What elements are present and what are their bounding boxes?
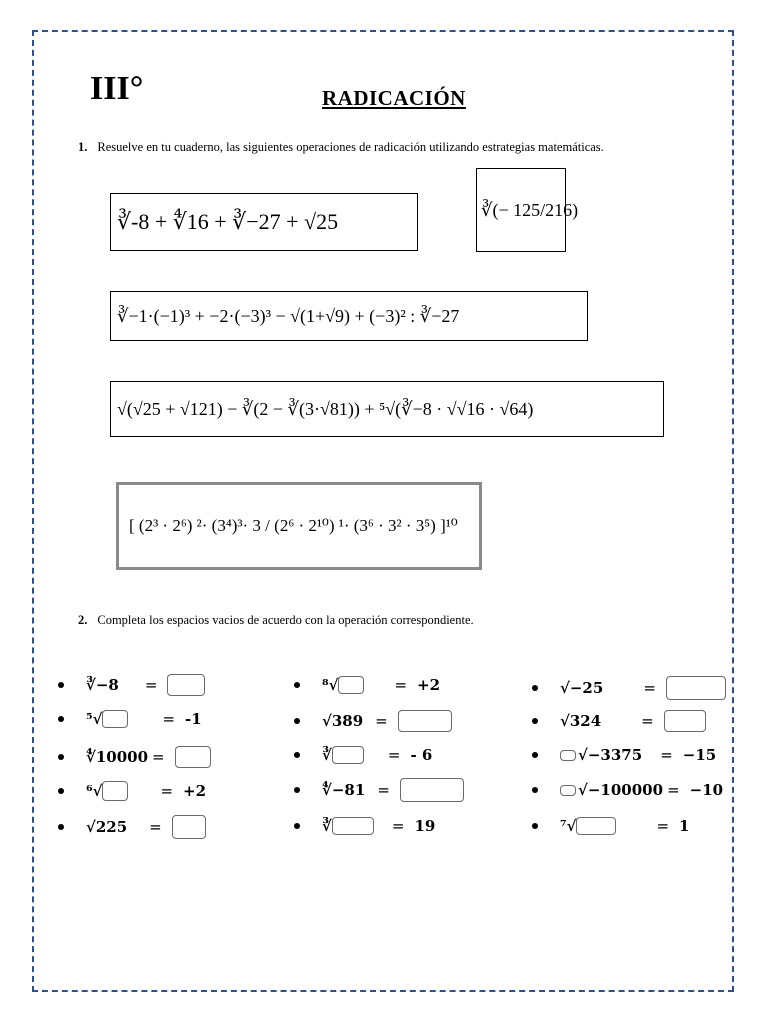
equals-sign: = [391, 817, 405, 835]
bullet [58, 824, 64, 830]
fill-lhs: √225 [86, 818, 128, 836]
fill-lhs: ⁵√ [86, 710, 103, 728]
bullet [58, 682, 64, 688]
fill-row [294, 778, 464, 802]
bullet [532, 685, 538, 691]
page-title: RADICACIÓN [322, 86, 466, 110]
answer-box[interactable] [332, 817, 374, 835]
fill-row [58, 710, 202, 728]
instruction-1 [78, 140, 604, 155]
fill-lhs: ∛−8 [86, 676, 119, 694]
fill-rhs: - 6 [410, 746, 433, 764]
answer-box[interactable] [172, 815, 206, 839]
fill-rhs: −15 [682, 746, 717, 764]
equals-sign: = [375, 712, 388, 730]
equals-sign: = [144, 676, 158, 694]
instruction-2 [78, 613, 474, 628]
fill-lhs: √389 [322, 712, 364, 730]
bullet [294, 823, 300, 829]
equals-sign: = [387, 746, 401, 764]
fill-lhs: ∛ [322, 746, 332, 764]
equals-sign: = [160, 782, 174, 800]
fill-lhs: √−3375 [578, 746, 643, 764]
instruction-number: 1. [78, 140, 88, 154]
fill-row [294, 746, 432, 764]
equals-sign: = [643, 679, 656, 697]
fill-rhs: 19 [414, 817, 436, 835]
answer-box[interactable] [576, 817, 616, 835]
index-box[interactable] [560, 750, 576, 761]
fill-row [532, 710, 706, 732]
fill-rhs: -1 [185, 710, 202, 728]
answer-box[interactable] [666, 676, 726, 700]
fill-rhs: −10 [689, 781, 724, 799]
fill-lhs: ⁸√ [322, 676, 339, 694]
fill-row [532, 746, 716, 764]
exercise-box-1: ∛-8 + ∜16 + ∛−27 + √25 [110, 193, 418, 251]
bullet [58, 788, 64, 794]
bullet [58, 754, 64, 760]
fill-row [58, 781, 206, 801]
bullet [294, 752, 300, 758]
equals-sign: = [377, 781, 390, 799]
fill-lhs: ∜−81 [322, 781, 366, 799]
fill-row [58, 674, 205, 696]
instruction-text: Resuelve en tu cuaderno, las siguientes operaciones de radicación utilizando estrategias matemáticas. [97, 140, 604, 154]
bullet [294, 718, 300, 724]
exercise-box-5: [ (2³ · 2⁶) ²· (3⁴)³· 3 / (2⁶ · 2¹⁰) ¹· (3⁶ · 3² · 3⁵) ]¹⁰ [116, 482, 482, 570]
fill-row [58, 815, 206, 839]
fill-row [532, 817, 689, 835]
exercise-box-4: √(√25 + √121) − ∛(2 − ∛(3·√81)) + ⁵√(∛−8 · √√16 · √64) [110, 381, 664, 437]
fill-lhs: √−100000 [578, 781, 664, 799]
fill-row [294, 710, 452, 732]
bullet [532, 787, 538, 793]
fill-rhs: +2 [183, 782, 207, 800]
fill-lhs: ∜10000 [86, 748, 149, 766]
equals-sign: = [152, 748, 165, 766]
index-box[interactable] [560, 785, 576, 796]
fill-lhs: √324 [560, 712, 602, 730]
answer-box[interactable] [167, 674, 205, 696]
bullet [294, 682, 300, 688]
equals-sign: = [162, 710, 176, 728]
fill-lhs: ∛ [322, 817, 332, 835]
equals-sign: = [641, 712, 654, 730]
bullet [58, 716, 64, 722]
fill-rhs: +2 [417, 676, 441, 694]
fill-lhs: √−25 [560, 679, 604, 697]
fill-rhs: 1 [679, 817, 690, 835]
equals-sign: = [667, 781, 680, 799]
equals-sign: = [660, 746, 673, 764]
instruction-number: 2. [78, 613, 88, 627]
fill-row [532, 781, 723, 799]
bullet [532, 718, 538, 724]
answer-box[interactable] [175, 746, 211, 768]
answer-box[interactable] [398, 710, 452, 732]
equals-sign: = [656, 817, 670, 835]
fill-lhs: ⁶√ [86, 782, 103, 800]
fill-row [58, 746, 211, 768]
answer-box[interactable] [400, 778, 464, 802]
equals-sign: = [149, 818, 162, 836]
fill-lhs: ⁷√ [560, 817, 577, 835]
fill-row [294, 817, 435, 835]
equals-sign: = [394, 676, 408, 694]
answer-box[interactable] [338, 676, 364, 694]
answer-box[interactable] [102, 781, 128, 801]
exercise-box-3: ∛−1·(−1)³ + −2·(−3)³ − √(1+√9) + (−3)² : ∛−27 [110, 291, 588, 341]
answer-box[interactable] [102, 710, 128, 728]
bullet [294, 787, 300, 793]
exercise-box-2: ∛(− 125/216) [476, 168, 566, 252]
grade-label: III° [90, 70, 144, 107]
answer-box[interactable] [664, 710, 706, 732]
fill-row [294, 676, 440, 694]
bullet [532, 823, 538, 829]
bullet [532, 752, 538, 758]
instruction-text: Completa los espacios vacios de acuerdo con la operación correspondiente. [97, 613, 474, 627]
fill-row [532, 676, 726, 700]
answer-box[interactable] [332, 746, 364, 764]
